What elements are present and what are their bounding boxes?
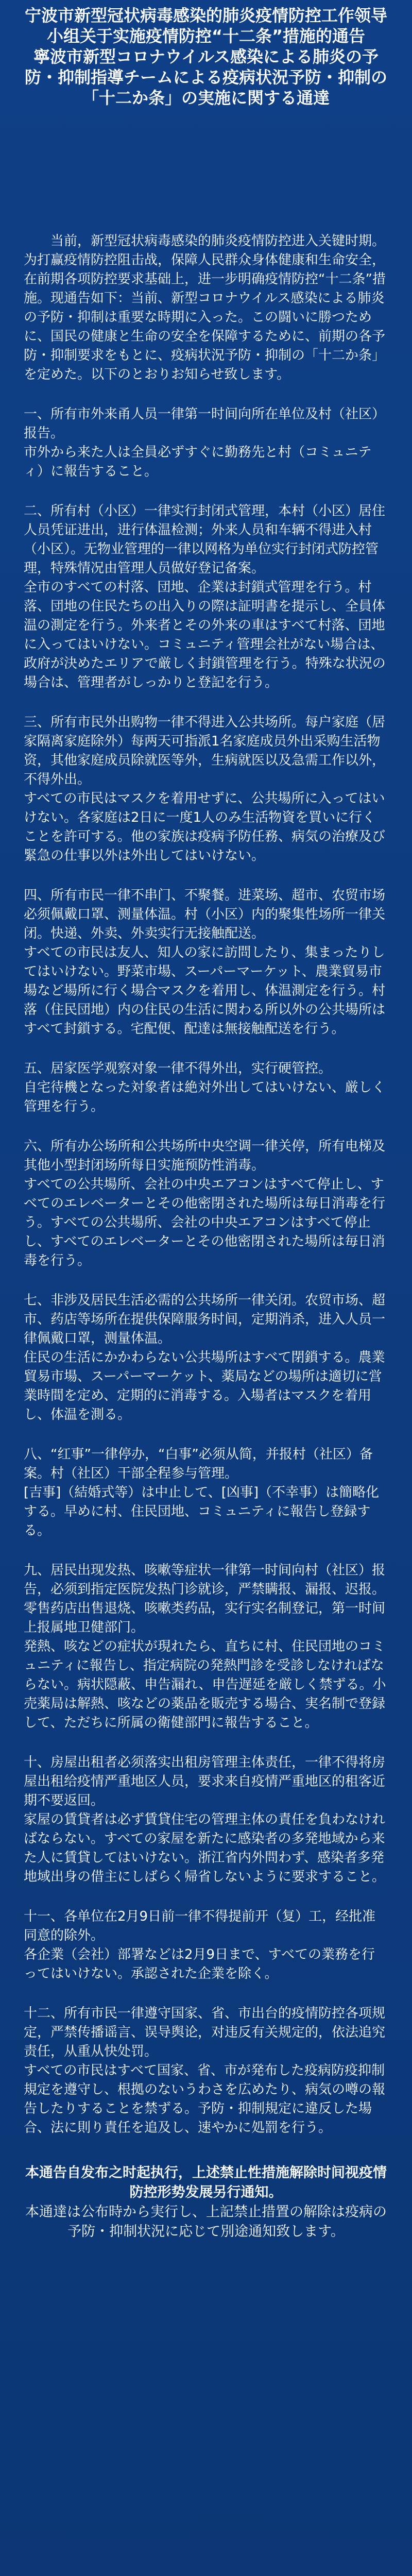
notice-item (24, 502, 388, 692)
notice-item-ja: すべての市民はマスクを着用せずに、公共場所に入ってはいけない。各家庭は2日に一度1人のみ生活物資を買いに行くことを許可する。他の家族は疫病予防任務、病気の治療及び緊急の仕事以外は外出してはいけない。 (24, 791, 386, 863)
notice-intro: 当前，新型冠状病毒感染的肺炎疫情防控进入关键时期。为打赢疫情防控阻击战，保障人民群众身体健康和生命安全，在前期各项防控要求基础上，进一步明确疫情防控“十二条”措施。现通告如下：当前、新型コロナウイルス感染による肺炎の予防・抑制は重要な時期に入った。この闘いに勝つために、国民の健康と生命の安全を保障するために、前期の各予防・抑制要求をもとに、疫病状況予防・抑制の「十二か条」を定めた。以下のとおりお知らせ致します。 (24, 233, 386, 382)
notice-item-zh: 七、非涉及居民生活必需的公共场所一律关闭。农贸市场、超市、药店等场所在提供保障服务时间，定期消杀，进入人员一律佩戴口罩，测量体温。 (24, 1293, 386, 1346)
notice-item (24, 1907, 388, 1984)
notice-item (24, 1059, 388, 1116)
notice-item-ja: [吉事]（結婚式等）は中止して、[凶事]（不幸事）は簡略化する。早めに村、住民団地、コミュニティに報告し登録する。 (24, 1485, 380, 1538)
notice-item-zh: 六、所有办公场所和公共场所中央空调一律关停，所有电梯及其他小型封闭场所每日实施预防性消毒。 (24, 1139, 386, 1173)
notice-item-zh: 五、居家医学观察对象一律不得外出，实行硬管控。 (24, 1061, 332, 1076)
notice-item-zh: 二、所有村（小区）一律实行封闭式管理，本村（小区）居住人员凭证进出，进行体温检测；外来人员和车辆不得进入村（小区）。无物业管理的一律以网格为单位实行封闭式防控管理，特殊情况由管理人员做好登记备案。 (24, 503, 386, 576)
notice-item-zh: 一、所有市外来甬人员一律第一时间向所在单位及村（社区）报告。 (24, 406, 386, 441)
notice-item-zh: 三、所有市民外出购物一律不得进入公共场所。每户家庭（居家隔离家庭除外）每两天可指派1名家庭成员外出采购生活物资，其他家庭成员除就医等外，生病就医以及急需工作以外，不得外出。 (24, 715, 386, 787)
notice-item (24, 2004, 388, 2138)
notice-item-ja: 自宅待機となった対象者は絶対外出してはいけない、厳しく管理を行う。 (24, 1080, 386, 1114)
notice-closing (24, 2163, 388, 2242)
notice-item (24, 886, 388, 1039)
notice-item-ja: 家屋の賃貸者は必ず賃貸住宅の管理主体の責任を負わなければならない。すべての家屋を新たに感染者の多発地域から来た人に賃貸してはいけない。浙江省内外問わず、感染者多発地域出身の借主にしばらく帰省しないように要求すること。 (24, 1812, 386, 1885)
closing-ja: 本通達は公布時から実行し、上記禁止措置の解除は疫病の予防・抑制状況に応じて別途通知致します。 (25, 2204, 387, 2240)
notice-item-zh: 九、居民出现发热、咳嗽等症状一律第一时间向村（社区）报告，必须到指定医院发热门诊就诊，严禁瞒报、漏报、迟报。零售药店出售退烧、咳嗽类药品，实行实名制登记，第一时间上报属地卫健部门。 (24, 1563, 386, 1635)
notice-title-zh: 宁波市新型冠状病毒感染的肺炎疫情防控工作领导小组关于实施疫情防控“十二条”措施的通告 (24, 6, 387, 46)
notice-item (24, 1753, 388, 1887)
notice-items (24, 405, 388, 2138)
notice-title-ja: 寧波市新型コロナウイルス感染による肺炎の予防・抑制指導チームによる疫病状況予防・抑制の「十二か条」の実施に関する通達 (24, 47, 387, 108)
notice-item-zh: 十一、各单位在2月9日前一律不得提前开（复）工，经批准同意的除外。 (24, 1909, 376, 1943)
notice-item (24, 1561, 388, 1733)
notice-item (24, 1291, 388, 1425)
notice-item-zh: 八、“红事”一律停办，“白事”必须从简，并报村（社区）备案。村（社区）干部全程参与管理。 (24, 1447, 373, 1481)
notice-item-ja: 市外から来た人は全員必ずすぐに勤務先と村（コミュニティ）に報告すること。 (24, 445, 372, 479)
notice-item (24, 713, 388, 866)
notice-content (24, 5, 388, 2242)
notice-item-zh: 四、所有市民一律不串门、不聚餐。进菜场、超市、农贸市场必须佩戴口罩、测量体温。村（小区）内的聚集性场所一律关闭。快递、外卖、外卖实行无接触配送。 (24, 888, 386, 941)
notice-item (24, 1445, 388, 1540)
notice-item-ja: 全市のすべての村落、団地、企業は封鎖式管理を行う。村落、団地の住民たちの出入りの際は証明書を提示し、全員体温の測定を行う。外来者とその外来の車はすべて村落、団地に入ってはいけない。コミュニティ管理会社がない場合は、政府が決めたエリアで厳しく封鎖管理を行う。特殊な状況の場合は、管理者がしっかりと登記を行う。 (24, 580, 386, 690)
notice-item-ja: すべての市民はすべて国家、省、市が発布した疫病防疫抑制規定を遵守し、根拠のないうわさを広めたり、病気の噂の報告したりすることを禁ずる。予防・抑制規定に違反した場合、法に則り責任を追及し、速やかに処罰を行う。 (24, 2063, 386, 2136)
notice-item (24, 1137, 388, 1270)
notice-item-ja: 住民の生活にかかわらない公共場所はすべて閉鎖する。農業貿易市場、スーパーマーケット、薬局などの場所は適切に営業時間を定め、定期的に消毒する。入場者はマスクを着用し、体温を測る。 (24, 1350, 385, 1422)
notice-item-zh: 十二、所有市民一律遵守国家、省、市出台的疫情防控各项规定，严禁传播谣言、误导舆论，对违反有关规定的，依法追究责任，从重从快处罚。 (24, 2006, 386, 2059)
notice-item-ja: 各企業（会社）部署などは2月9日まで、すべての業務を行ってはいけない。承認された企業を除く。 (24, 1947, 375, 1981)
notice-item (24, 405, 388, 481)
notice-item-ja: 発熱、咳などの症状が現れたら、直ちに村、住民団地のコミュニティに報告し、指定病院の発熱門診を受診しなければならない。病状隠蔽、申告漏れ、申告遅延を厳しく禁ずる。小売薬局は解熱、咳などの薬品を販売する場合、実名制で登録して、ただちに所属の衛健部門に報告すること。 (24, 1639, 386, 1731)
notice-item-ja: すべての公共場所、会社の中央エアコンはすべて停止し、すべてのエレベーターとその他密閉された場所は毎日消毒を行う。すべての公共場所、会社の中央エアコンはすべて停止し、すべてのエレベーターとその他密閉された場所は毎日消毒を行う。 (24, 1177, 386, 1268)
notice-item-ja: すべての市民は友人、知人の家に訪問したり、集まったりしてはいけない。野菜市場、スーパーマーケット、農業貿易市場など場所に行く場合マスクを着用し、体温測定を行う。村落（住民団地）内の住民の生活に関わる所以外の公共場所はすべて封鎖する。宅配便、配達は無接触配送を行う。 (24, 945, 386, 1037)
notice-item-zh: 十、房屋出租者必须落实出租房管理主体责任，一律不得将房屋出租给疫情严重地区人员，要求来自疫情严重地区的租客近期不要返回。 (24, 1755, 386, 1808)
closing-zh: 本通告自发布之时起执行，上述禁止性措施解除时间视疫情防控形势发展另行通知。 (25, 2165, 387, 2200)
